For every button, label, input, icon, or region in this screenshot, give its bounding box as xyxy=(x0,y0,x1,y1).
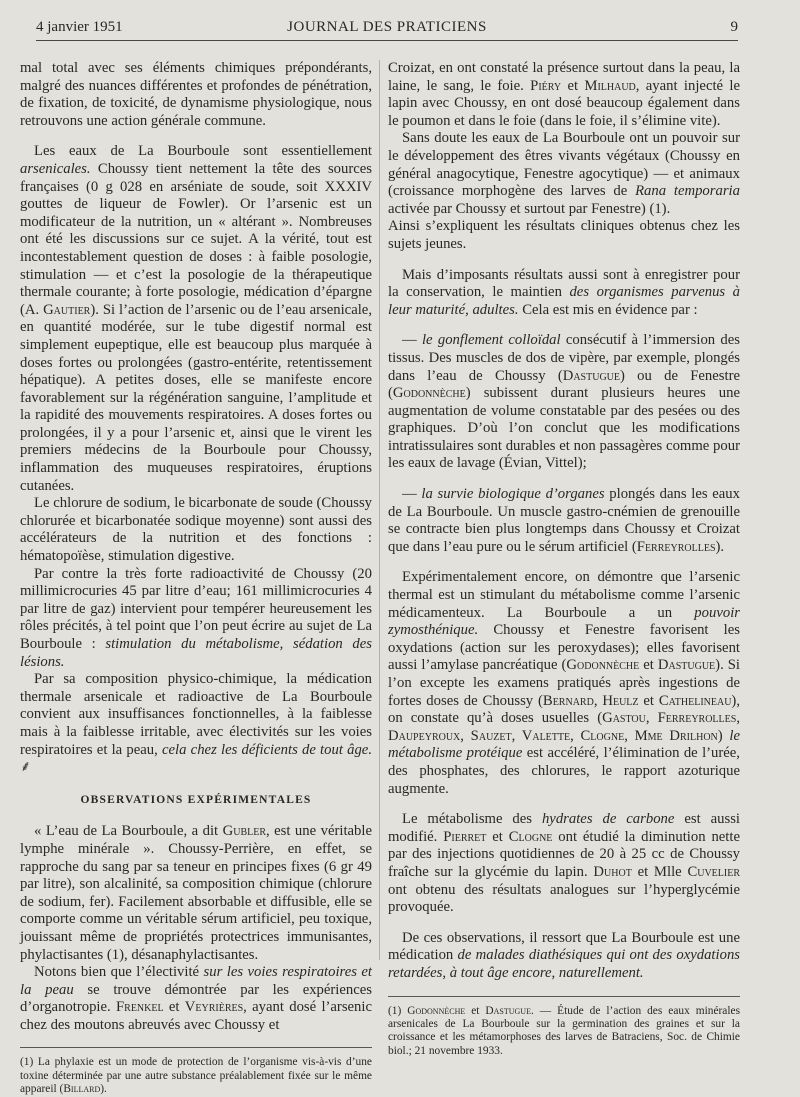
hand-mark-icon: ⸙ xyxy=(20,759,32,776)
header-date: 4 janvier 1951 xyxy=(36,19,123,35)
paragraph: Expérimentalement encore, on démontre que l’arsenic thermal est un stimulant du métabolisme comme l’arsenic médicamenteux. La Bourboule a un pouvoir zymosthénique. Choussy et Fenestre favorisent les oxydations (action sur les peroxydases); elles favorisent aussi l’amylase pancréatique (Godonnèche et Dastugue). Si l’on excepte les examens pratiqués après ingestions de fortes doses de Choussy (Bernard, Heulz et Cathelineau), on constate qu’à doses usuelles (Gastou, Ferreyrolles, Daupeyroux, Sauzet, Valette, Clogne, Mme Drilhon) le métabolisme protéique est accéléré, l’élimination de l’urée, des phosphates, des chlorures, le rapport azoturique augmente. xyxy=(388,569,740,797)
paragraph: Le chlorure de sodium, le bicarbonate de soude (Choussy chlorurée et bicarbonatée sodique moyenne) sont aussi des accélérateurs de la nutrition et des fonctions : hématopoïèse, stimulation digestive. xyxy=(20,495,372,565)
journal-title: JOURNAL DES PRATICIENS xyxy=(287,19,487,35)
right-column xyxy=(388,60,740,1058)
section-heading: OBSERVATIONS EXPÉRIMENTALES xyxy=(80,793,312,806)
footnote-rule xyxy=(388,996,740,997)
paragraph: mal total avec ses éléments chimiques prépondérants, malgré des nuances différentes et profondes de pénétration, de fixation, de toxicité, de dynamisme physiologique, nous retrouvons une action générale commune. xyxy=(20,60,372,129)
paragraph: Par sa composition physico-chimique, la médication thermale arsenicale et radioactive de La Bourboule convient aux insuffisances fonctionnelles, à la faiblesse mais à la faiblesse irritable, avec électivités sur les voies respiratoires et la peau, cela chez les déficients de tout âge. ⸙ xyxy=(20,671,372,776)
page-number: 9 xyxy=(730,19,738,35)
footnote: (1) La phylaxie est un mode de protection de l’organisme vis-à-vis d’une toxine déterminée par une autre substance préalablement fixée sur le même appareil (Billard). xyxy=(20,1056,372,1096)
paragraph: — la survie biologique d’organes plongés dans les eaux de La Bourboule. Un muscle gastro-cnémien de grenouille se contracte bien plus longtemps dans Choussy et Croizat que dans l’eau pure ou le sérum artificiel (Ferreyrolles). xyxy=(388,486,740,555)
paragraph: Sans doute les eaux de La Bourboule ont un pouvoir sur le développement des êtres vivants végétaux (Choussy en général anagocytique, Fenestre agocytique) — et animaux (croissance morphogène des larves de Rana temporaria activée par Choussy et surtout par Fenestre) (1). xyxy=(388,130,740,217)
left-column xyxy=(20,60,372,1097)
paragraph: « L’eau de La Bourboule, a dit Gubler, est une véritable lymphe minérale ». Choussy-Perrière, en effet, se rapproche du sang par sa teneur en principes fixes (6 gr 49 par litre), son alcalinité, sa composition chimique (chlorure de sodium, fer). Facilement absorbable et diffusible, elle se comporte comme un véritable sérum artificiel, peu toxique, jouissant même de propriétés protectrices immunisantes, phylactisantes (1), désanaphylactisantes. xyxy=(20,823,372,963)
paragraph: Par contre la très forte radioactivité de Choussy (20 millimicrocuries 45 par litre d’eau; 161 millimicrocuries 4 par litre de gaz) intervient pour tempérer heureusement les rôles précités, à tel point que l’on peut écrire au sujet de La Bourboule : stimulation du métabolisme, sédation des lésions. xyxy=(20,565,372,670)
footnote: (1) Godonnèche et Dastugue. — Étude de l’action des eaux minérales arsenicales de La Bourboule sur la germination des graines et sur la croissance et les métamorphoses des larves de Batraciens, Soc. de Chimie biol.; 21 novembre 1933. xyxy=(388,1004,741,1057)
paragraph: Croizat, en ont constaté la présence surtout dans la peau, la laine, le sang, le foie. Piéry et Milhaud, ayant injecté le lapin avec Choussy, en ont dosé beaucoup également dans le poumon et dans le foie (dans le foie, il s’élimine vite). xyxy=(388,60,740,129)
footnote-rule xyxy=(20,1047,372,1048)
paragraph: — le gonflement colloïdal consécutif à l’immersion des tissus. Des muscles de dos de vipère, par exemple, plongés dans l’eau de Choussy (Dastugue) ou de Fenestre (Godonnèche) subissent durant plusieurs heures une augmentation de volume constatable par des pesées ou des graphiques. D’où l’on conclut que les modifications intratissulaires sont durables et non passagères comme pour les eaux de lavage (Évian, Vittel); xyxy=(388,332,741,472)
paragraph: Les eaux de La Bourboule sont essentiellement arsenicales. Choussy tient nettement la tête des sources françaises (0 g 028 en arséniate de soude, soit XXXIV gouttes de liqueur de Fowler). Or l’arsenic est un modificateur de la nutrition, un « altérant ». Nombreuses ont été les discussions sur ce sujet. A la vérité, tout est incontestablement question de doses : à faible posologie, stimulation — et c’est la posologie de la thérapeutique thermale courante; à forte posologie, médication d’épargne (A. Gautier). Si l’action de l’arsenic ou de l’eau arsenicale, en quantité modérée, sur le tube digestif normal est simplement eupeptique, elle est beaucoup plus marquée à doses fortes ou prolongées (gastro-entérite, retentissement hépatique). A petites doses, elle se manifeste encore favorablement sur la régénération sanguine, l’amplitude et la rapidité des mouvements respiratoires. A doses fortes ou prolongées, il y a pour l’arsenic et, ainsi que le virent les premiers médecins de la Bourboule pour Choussy, inflammation des muqueuses respiratoires, éruptions cutanées. xyxy=(20,143,372,494)
paragraph: Mais d’imposants résultats aussi sont à enregistrer pour la conservation, le maintien des organismes parvenus à leur maturité, adultes. Cela est mis en évidence par : xyxy=(388,266,741,318)
paragraph: Notons bien que l’électivité sur les voies respiratoires et la peau se trouve démontrée par les expériences d’organotropie. Frenkel et Veyrières, ayant dosé l’arsenic chez des moutons abreuvés avec Choussy et xyxy=(20,964,373,1033)
paragraph: De ces observations, il ressort que La Bourboule est une médication de malades diathésiques qui ont des oxydations retardées, à tout âge encore, naturellement. xyxy=(388,929,740,981)
paragraph: Le métabolisme des hydrates de carbone est aussi modifié. Pierret et Clogne ont étudié la diminution nette par des injections quotidiennes de 20 à 25 cc de Choussy fraîche sur la glycémie du lapin. Duhot et Mlle Cuvelier ont obtenu des résultats analogues sur l’hyperglycémie provoquée. xyxy=(388,811,741,916)
column-divider xyxy=(379,60,380,960)
running-header xyxy=(36,14,738,41)
paragraph: Ainsi s’expliquent les résultats cliniques obtenus chez les sujets jeunes. xyxy=(388,218,740,252)
